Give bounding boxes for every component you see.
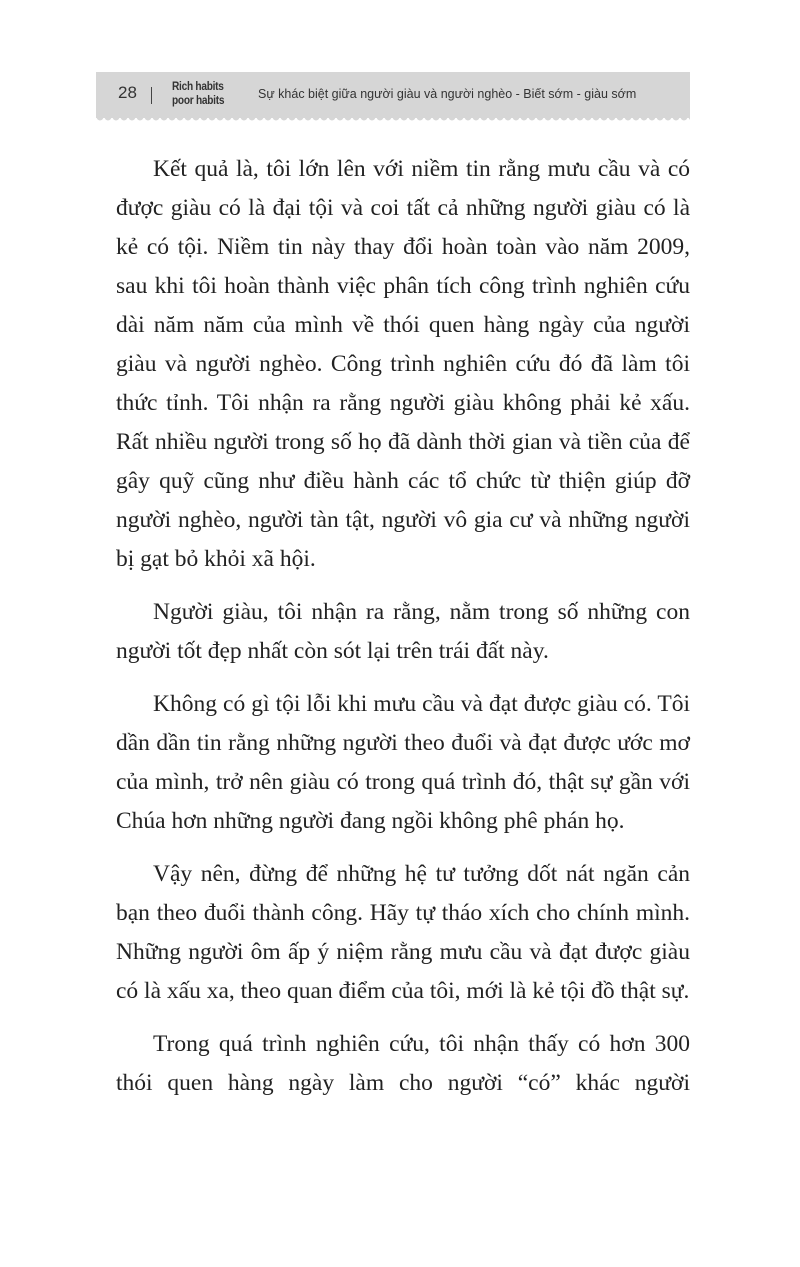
paragraph-2: Người giàu, tôi nhận ra rằng, nằm trong số những con người tốt đẹp nhất còn sót lại trên trái đất này. — [116, 599, 690, 664]
book-title — [172, 80, 224, 108]
chapter-title: Sự khác biệt giữa người giàu và người nghèo - Biết sớm - giàu sớm — [258, 87, 637, 101]
running-header — [96, 72, 690, 118]
page-number: 28 — [118, 83, 137, 102]
paragraph-3: Không có gì tội lỗi khi mưu cầu và đạt được giàu có. Tôi dần dần tin rằng những người theo đuổi và đạt được ước mơ của mình, trở nên giàu có trong quá trình đó, thật sự gần với Chúa hơn những người đang ngồi không phê phán họ. — [116, 691, 690, 834]
body-text — [116, 150, 690, 1117]
book-title-line-2: poor habits — [172, 95, 225, 107]
header-divider — [151, 87, 152, 104]
paragraph-4: Vậy nên, đừng để những hệ tư tưởng dốt nát ngăn cản bạn theo đuổi thành công. Hãy tự tháo xích cho chính mình. Những người ôm ấp ý niệm rằng mưu cầu và đạt được giàu có là xấu xa, theo quan điểm của tôi, mới là kẻ tội đồ thật sự. — [116, 861, 690, 1004]
paragraph-5: Trong quá trình nghiên cứu, tôi nhận thấy có hơn 300 thói quen hàng ngày làm cho người “có” khác người — [116, 1031, 690, 1096]
book-title-line-1: Rich habits — [172, 81, 224, 93]
paragraph-1: Kết quả là, tôi lớn lên với niềm tin rằng mưu cầu và có được giàu có là đại tội và coi tất cả những người giàu có là kẻ có tội. Niềm tin này thay đổi hoàn toàn vào năm 2009, sau khi tôi hoàn thành việc phân tích công trình nghiên cứu dài năm năm của mình về thói quen hàng ngày của người giàu và người nghèo. Công trình nghiên cứu đó đã làm tôi thức tỉnh. Tôi nhận ra rằng người giàu không phải kẻ xấu. Rất nhiều người trong số họ đã dành thời gian và tiền của để gây quỹ cũng như điều hành các tổ chức từ thiện giúp đỡ người nghèo, người tàn tật, người vô gia cư và những người bị gạt bỏ khỏi xã hội. — [116, 156, 690, 572]
